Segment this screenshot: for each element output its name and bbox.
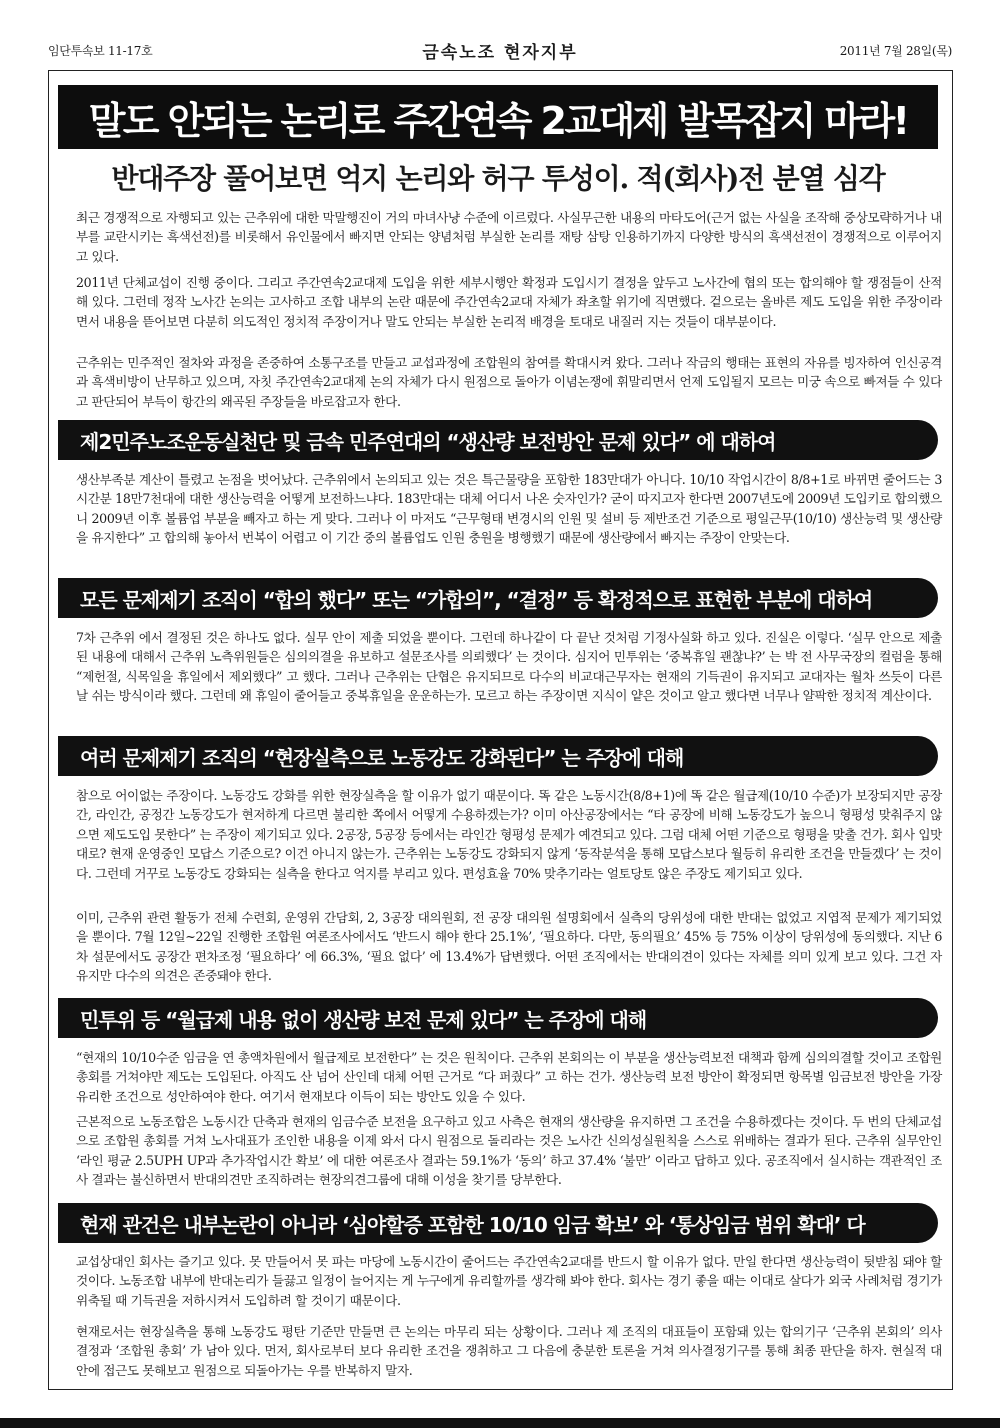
bottom-rule xyxy=(0,1418,1000,1428)
issue-date: 2011년 7월 28일(목) xyxy=(839,44,952,58)
issue-number: 임단투속보 11-17호 xyxy=(48,44,153,58)
section-heading-4: 민투위 등 “월급제 내용 없이 생산량 보전 문제 있다” 는 주장에 대해 xyxy=(58,998,938,1038)
section-3-paragraph-2: 이미, 근추위 관련 활동가 전체 수련회, 운영위 간담회, 2, 3공장 대의원회, 전 공장 대의원 설명회에서 실측의 당위성에 대한 반대는 없었고 지엽적 문제가 제기되었을 뿐이다. 7월 12일~22일 진행한 조합원 여론조사에서도 ‘반드시 해야 한다 25.1%’, ‘필요하다. 다만, 동의필요’ 45% 등 75% 이상이 당위성에 동의했다. 지난 6차 설문에서도 공장간 편차조정 ‘필요하다’ 에 66.3%, ‘필요 없다’ 에 13.4%가 답변했다. 어떤 조직에서는 반대의견이 있다는 자체를 의미 있게 보고 있다. 그건 자유지만 다수의 의견은 존중돼야 한다. xyxy=(76,910,942,984)
section-1-paragraph-1: 생산부족분 계산이 틀렸고 논점을 벗어났다. 근추위에서 논의되고 있는 것은 특근물량을 포함한 183만대가 아니다. 10/10 작업시간이 8/8+1로 바뀌면 줄어드는 3시간분 18만7천대에 대한 생산능력을 어떻게 보전하느냐다. 183만대는 대체 어디서 나온 숫자인가? 굳이 따지고자 한다면 2007년도에 2009년 도입키로 합의했으니 2009년 이후 볼륨업 부분을 빼자고 하는 게 맞다. 그러나 이 마저도 “근무형태 변경시의 인원 및 설비 등 제반조건 기준으로 평일근무(10/10) 생산능력 및 생산량을 유지한다” 고 합의해 놓아서 번복이 어렵고 이 기간 중의 볼륨업도 인원 충원을 병행했기 때문에 생산량에서 빠지는 주장이 안맞는다. xyxy=(76,472,942,546)
intro-paragraph-3: 근추위는 민주적인 절차와 과정을 존중하여 소통구조를 만들고 교섭과정에 조합원의 참여를 확대시켜 왔다. 그러나 작금의 행태는 표현의 자유를 빙자하여 인신공격과 흑색비방이 난무하고 있으며, 자칫 주간연속2교대제 논의 자체가 다시 원점으로 돌아가 이념논쟁에 휘말리면서 언제 도입될지 모르는 미궁 속으로 빠져들 수 있다고 판단되어 부득이 항간의 왜곡된 주장들을 바로잡고자 한다. xyxy=(76,355,942,409)
section-5-paragraph-1: 교섭상대인 회사는 즐기고 있다. 못 만들어서 못 파는 마당에 노동시간이 줄어드는 주간연속2교대를 반드시 할 이유가 없다. 만일 한다면 생산능력이 뒷받침 돼야 할 것이다. 노동조합 내부에 반대논리가 들끓고 일정이 늘어지는 게 누구에게 유리할까를 생각해 봐야 한다. 회사는 경기 좋을 때는 이대로 살다가 외국 사례처럼 경기가 위축될 때 기득권을 저하시켜서 도입하려 할 것이기 때문이다. xyxy=(76,1254,942,1308)
intro-paragraph-2: 2011년 단체교섭이 진행 중이다. 그리고 주간연속2교대제 도입을 위한 세부시행안 확정과 도입시기 결정을 앞두고 노사간에 협의 또는 합의해야 할 쟁점들이 산적해 있다. 그런데 정작 노사간 논의는 고사하고 조합 내부의 논란 때문에 주간연속2교대 자체가 좌초할 위기에 직면했다. 겉으로는 올바른 제도 도입을 위한 주장이라면서 내용을 뜯어보면 다분히 의도적인 정치적 주장이거나 말도 안되는 부실한 논리적 배경을 토대로 내질러 지는 것들이 대부분이다. xyxy=(76,275,942,329)
section-heading-5: 현재 관건은 내부논란이 아니라 ‘심야할증 포함한 10/10 임금 확보’ 와 ‘통상임금 범위 확대’ 다 xyxy=(58,1203,938,1243)
main-headline: 말도 안되는 논리로 주간연속 2교대제 발목잡지 마라! xyxy=(58,85,938,149)
masthead xyxy=(48,42,952,62)
section-3-paragraph-1: 참으로 어이없는 주장이다. 노동강도 강화를 위한 현장실측을 할 이유가 없기 때문이다. 똑 같은 노동시간(8/8+1)에 똑 같은 월급제(10/10 수준)가 보장되지만 공장간, 라인간, 공정간 노동강도가 현저하게 다르면 불리한 쪽에서 어떻게 수용하겠는가? 이미 아산공장에서는 “타 공장에 비해 노동강도가 높으니 형평성 맞춰주지 않으면 제도도입 못한다” 는 주장이 제기되고 있다. 2공장, 5공장 등에서는 라인간 형평성 문제가 예견되고 있다. 그럼 대체 어떤 기준으로 형평을 맞출 건가. 회사 입맛대로? 현재 운영중인 모답스 기준으로? 이건 아니지 않는가. 근추위는 노동강도 강화되지 않게 ‘동작분석을 통해 모답스보다 월등히 유리한 조건을 만들겠다’ 는 것이다. 그런데 거꾸로 노동강도 강화되는 실측을 한다고 억지를 부리고 있다. 편성효율 70% 맞추기라는 얼토당토 않은 주장도 제기되고 있다. xyxy=(76,788,942,881)
section-4-paragraph-2: 근본적으로 노동조합은 노동시간 단축과 현재의 임금수준 보전을 요구하고 있고 사측은 현재의 생산량을 유지하면 그 조건을 수용하겠다는 것이다. 두 번의 단체교섭으로 조합원 총회를 거쳐 노사대표가 조인한 내용을 이제 와서 다시 원점으로 돌리라는 것은 노사간 신의성실원칙을 스스로 위배하는 결과가 된다. 근추위 실무안인 ‘라인 평균 2.5UPH UP과 추가작업시간 확보’ 에 대한 여론조사 결과는 59.1%가 ‘동의’ 하고 37.4% ‘불만’ 이라고 답하고 있다. 공조직에서 실시하는 객관적인 조사 결과는 불신하면서 반대의견만 조직하려는 현장의견그룹에 대해 이성을 찾기를 당부한다. xyxy=(76,1114,942,1188)
section-heading-3: 여러 문제제기 조직의 “현장실측으로 노동강도 강화된다” 는 주장에 대해 xyxy=(58,736,938,776)
section-2-paragraph-1: 7차 근추위 에서 결정된 것은 하나도 없다. 실무 안이 제출 되었을 뿐이다. 그런데 하나같이 다 끝난 것처럼 기정사실화 하고 있다. 진실은 이렇다. ‘실무 안으로 제출된 내용에 대해서 근추위 노측위원들은 심의의결을 유보하고 설문조사를 의뢰했다’ 는 것이다. 심지어 민투위는 ‘중복휴일 괜찮냐?’ 는 박 전 사무국장의 컬럼을 통해 “제헌절, 식목일을 휴일에서 제외했다” 고 했다. 그러나 근추위는 단협은 유지되므로 다수의 비교대근무자는 현재의 기득권이 유지되고 교대자는 월차 쓰듯이 다른 날 쉬는 방식이라 했다. 그런데 왜 휴일이 줄어들고 중복휴일을 운운하는가. 모르고 하는 주장이면 지식이 얕은 것이고 알고 했다면 너무나 얄팍한 정치적 계산이다. xyxy=(76,630,942,704)
section-4-paragraph-1: “현재의 10/10수준 임금을 연 총액차원에서 월급제로 보전한다” 는 것은 원칙이다. 근추위 본회의는 이 부분을 생산능력보전 대책과 함께 심의의결할 것이고 조합원 총회를 거쳐야만 제도는 도입된다. 아직도 산 넘어 산인데 대체 어떤 근거로 “다 퍼줬다” 고 하는 건가. 생산능력 보전 방안이 확정되면 항목별 임금보전 방안을 가장 유리한 조건으로 성안하여야 한다. 여기서 현재보다 이득이 되는 방안도 있을 수 있다. xyxy=(76,1050,942,1104)
section-5-paragraph-2: 현재로서는 현장실측을 통해 노동강도 평탄 기준만 만들면 큰 논의는 마무리 되는 상황이다. 그러나 제 조직의 대표들이 포함돼 있는 합의기구 ‘근추위 본회의’ 의사결정과 ‘조합원 총회’ 가 남아 있다. 먼저, 회사로부터 보다 유리한 조건을 쟁취하고 그 다음에 충분한 토론을 거쳐 의사결정기구를 통해 최종 판단을 하자. 현실적 대안에 접근도 못해보고 원점으로 되돌아가는 우를 반복하지 말자. xyxy=(76,1324,942,1378)
publisher-name: 금속노조 현자지부 xyxy=(422,43,578,63)
intro-paragraph-1: 최근 경쟁적으로 자행되고 있는 근추위에 대한 막말행진이 거의 마녀사냥 수준에 이르렀다. 사실무근한 내용의 마타도어(근거 없는 사실을 조작해 중상모략하거나 내부를 교란시키는 흑색선전)를 비롯해서 유인물에서 빠지면 안되는 양념처럼 부실한 논리를 재탕 삼탕 인용하기까지 다양한 방식의 흑색선전이 경쟁적으로 이루어지고 있다. xyxy=(76,210,942,264)
article-frame xyxy=(48,70,953,1390)
section-heading-1: 제2민주노조운동실천단 및 금속 민주연대의 “생산량 보전방안 문제 있다” 에 대하여 xyxy=(58,420,938,460)
section-heading-2: 모든 문제제기 조직이 “합의 했다” 또는 “가합의”, “결정” 등 확정적으로 표현한 부분에 대하여 xyxy=(58,578,938,618)
sub-headline: 반대주장 풀어보면 억지 논리와 허구 투성이. 적(회사)전 분열 심각 xyxy=(111,162,885,195)
